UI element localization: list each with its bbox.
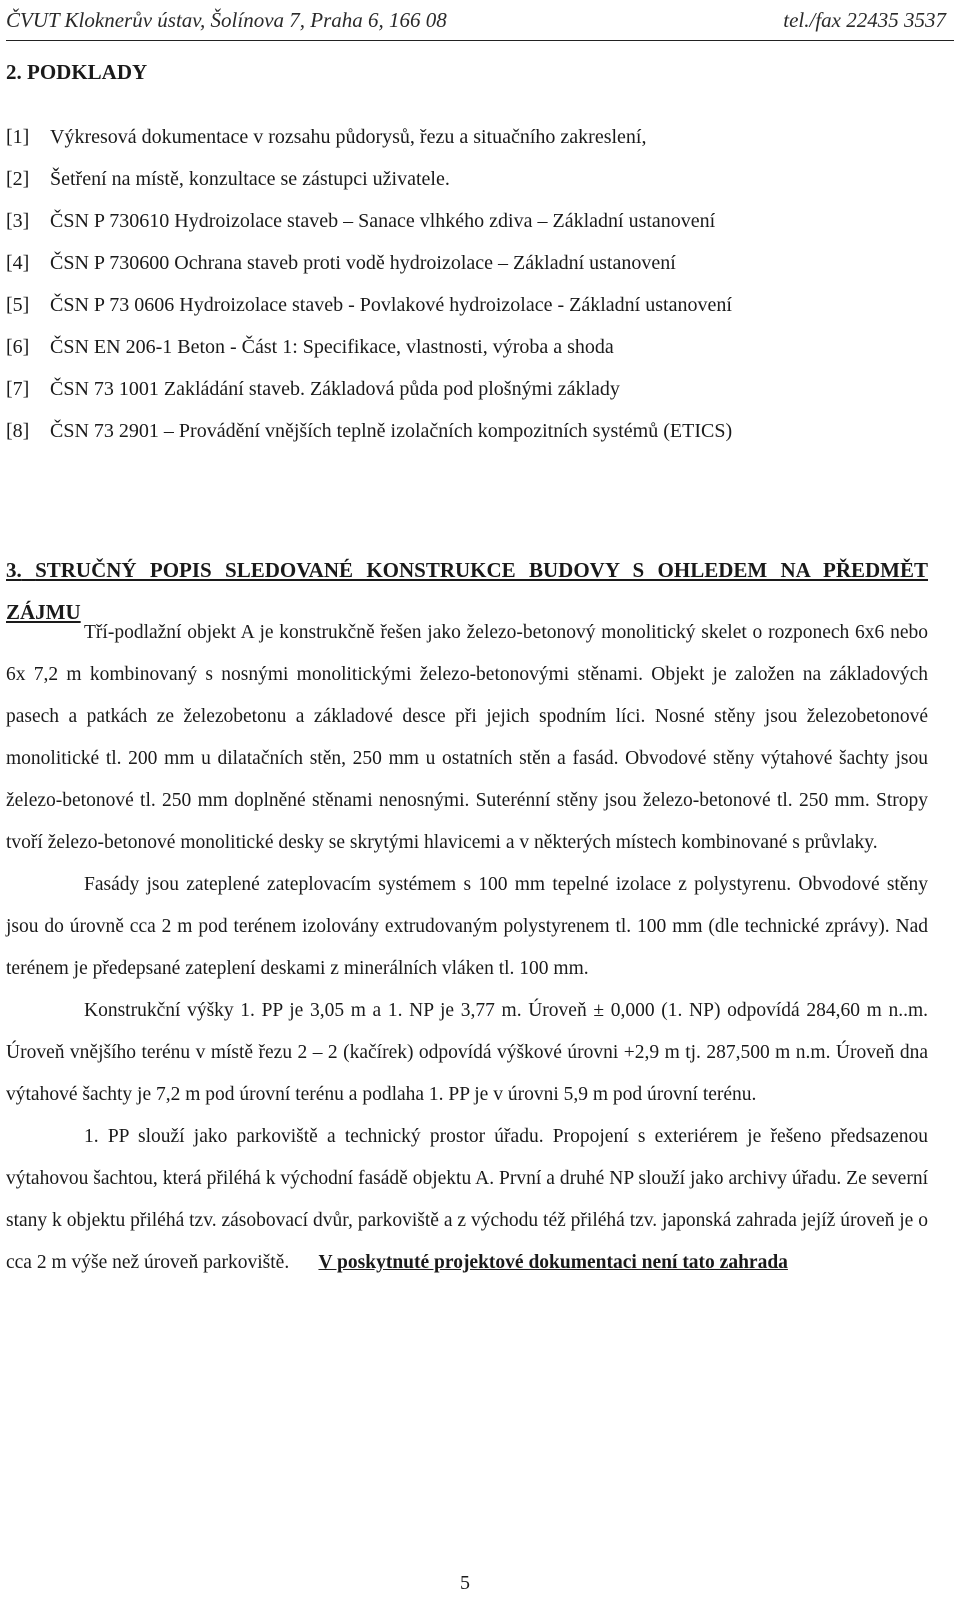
page-number: 5: [460, 1572, 470, 1594]
reference-number: [8]: [6, 420, 30, 442]
section-2-heading: 2. PODKLADY: [6, 60, 148, 84]
reference-item: [6, 252, 946, 294]
reference-text: ČSN P 730600 Ochrana staveb proti vodě hydroizolace – Základní ustanovení: [50, 252, 676, 274]
reference-item: [6, 126, 946, 168]
reference-number: [2]: [6, 168, 30, 190]
reference-number: [1]: [6, 126, 30, 148]
paragraph-structure: Tří-podlažní objekt A je konstrukčně řešen jako železo-betonový monolitický skelet o rozponech 6x6 nebo 6x 7,2 m kombinovaný s nosnými monolitickými železo-betonovými stěnami. Objekt je založen na základových pasech a patkách ze železobetonu a základové desce při jejich spodním líci. Nosné stěny jsou železobetonové monolitické tl. 200 mm u dilatačních stěn, 250 mm u ostatních stěn a fasád. Obvodové stěny výtahové šachty jsou železo-betonové tl. 250 mm doplněné stěnami nenosnými. Suterénní stěny jsou železo-betonové tl. 250 mm. Stropy tvoří železo-betonové monolitické desky se skrytými hlavicemi a v některých místech kombinované s průvlaky.: [6, 622, 928, 853]
reference-text: Výkresová dokumentace v rozsahu půdorysů, řezu a situačního zakreslení,: [50, 126, 647, 148]
paragraph-usage: [6, 1116, 928, 1284]
page-header: [6, 4, 954, 41]
reference-item: [6, 336, 946, 378]
reference-item: [6, 294, 946, 336]
header-institution: ČVUT Kloknerův ústav, Šolínova 7, Praha 6, 166 08: [6, 8, 447, 32]
paragraph-facade: Fasády jsou zateplené zateplovacím systémem s 100 mm tepelné izolace z polystyrenu. Obvodové stěny jsou do úrovně cca 2 m pod terénem izolovány extrudovaným polystyrenem tl. 100 mm (dle technické zprávy). Nad terénem je předepsané zateplení deskami z minerálních vláken tl. 100 mm.: [6, 874, 928, 979]
reference-number: [4]: [6, 252, 30, 274]
reference-text: ČSN 73 1001 Zakládání staveb. Základová půda pod plošnými základy: [50, 378, 620, 400]
reference-text: Šetření na místě, konzultace se zástupci uživatele.: [50, 168, 450, 190]
section-3-number: 3.: [6, 558, 22, 582]
reference-text: ČSN P 73 0606 Hydroizolace staveb - Povlakové hydroizolace - Základní ustanovení: [50, 294, 732, 316]
paragraph-usage-text: 1. PP slouží jako parkoviště a technický prostor úřadu. Propojení s exteriérem je řešeno předsazenou výtahovou šachtou, která přiléhá k východní fasádě objektu A. První a druhé NP slouží jako archivy úřadu. Ze severní stany k objektu přiléhá tzv. zásobovací dvůr, parkoviště a z východu též přiléhá tzv. japonská zahrada jejíž úroveň je o cca 2 m výše než úroveň parkoviště.: [6, 1126, 928, 1273]
reference-number: [7]: [6, 378, 30, 400]
reference-item: [6, 210, 946, 252]
section-3-title: STRUČNÝ POPIS SLEDOVANÉ KONSTRUKCE BUDOVY S OHLEDEM NA PŘEDMĚT ZÁJMU: [6, 558, 928, 624]
reference-item: [6, 420, 946, 462]
reference-number: [6]: [6, 336, 30, 358]
reference-text: ČSN 73 2901 – Provádění vnějších teplně izolačních kompozitních systémů (ETICS): [50, 420, 733, 442]
section-3-body: [6, 612, 928, 1284]
reference-number: [5]: [6, 294, 30, 316]
paragraph-usage-underlined: V poskytnuté projektové dokumentaci není tato zahrada: [318, 1252, 788, 1273]
reference-text: ČSN P 730610 Hydroizolace staveb – Sanace vlhkého zdiva – Základní ustanovení: [50, 210, 716, 232]
reference-list: [6, 126, 946, 462]
header-phone: tel./fax 22435 3537: [783, 8, 946, 32]
reference-text: ČSN EN 206-1 Beton - Část 1: Specifikace, vlastnosti, výroba a shoda: [50, 336, 614, 358]
paragraph-heights: Konstrukční výšky 1. PP je 3,05 m a 1. NP je 3,77 m. Úroveň ± 0,000 (1. NP) odpovídá 284,60 m n..m. Úroveň vnějšího terénu v místě řezu 2 – 2 (kačírek) odpovídá výškové úrovni +2,9 m tj. 287,500 m n.m. Úroveň dna výtahové šachty je 7,2 m pod úrovní terénu a podlaha 1. PP je v úrovni 5,9 m pod úrovní terénu.: [6, 1000, 928, 1105]
reference-number: [3]: [6, 210, 30, 232]
reference-item: [6, 378, 946, 420]
reference-item: [6, 168, 946, 210]
